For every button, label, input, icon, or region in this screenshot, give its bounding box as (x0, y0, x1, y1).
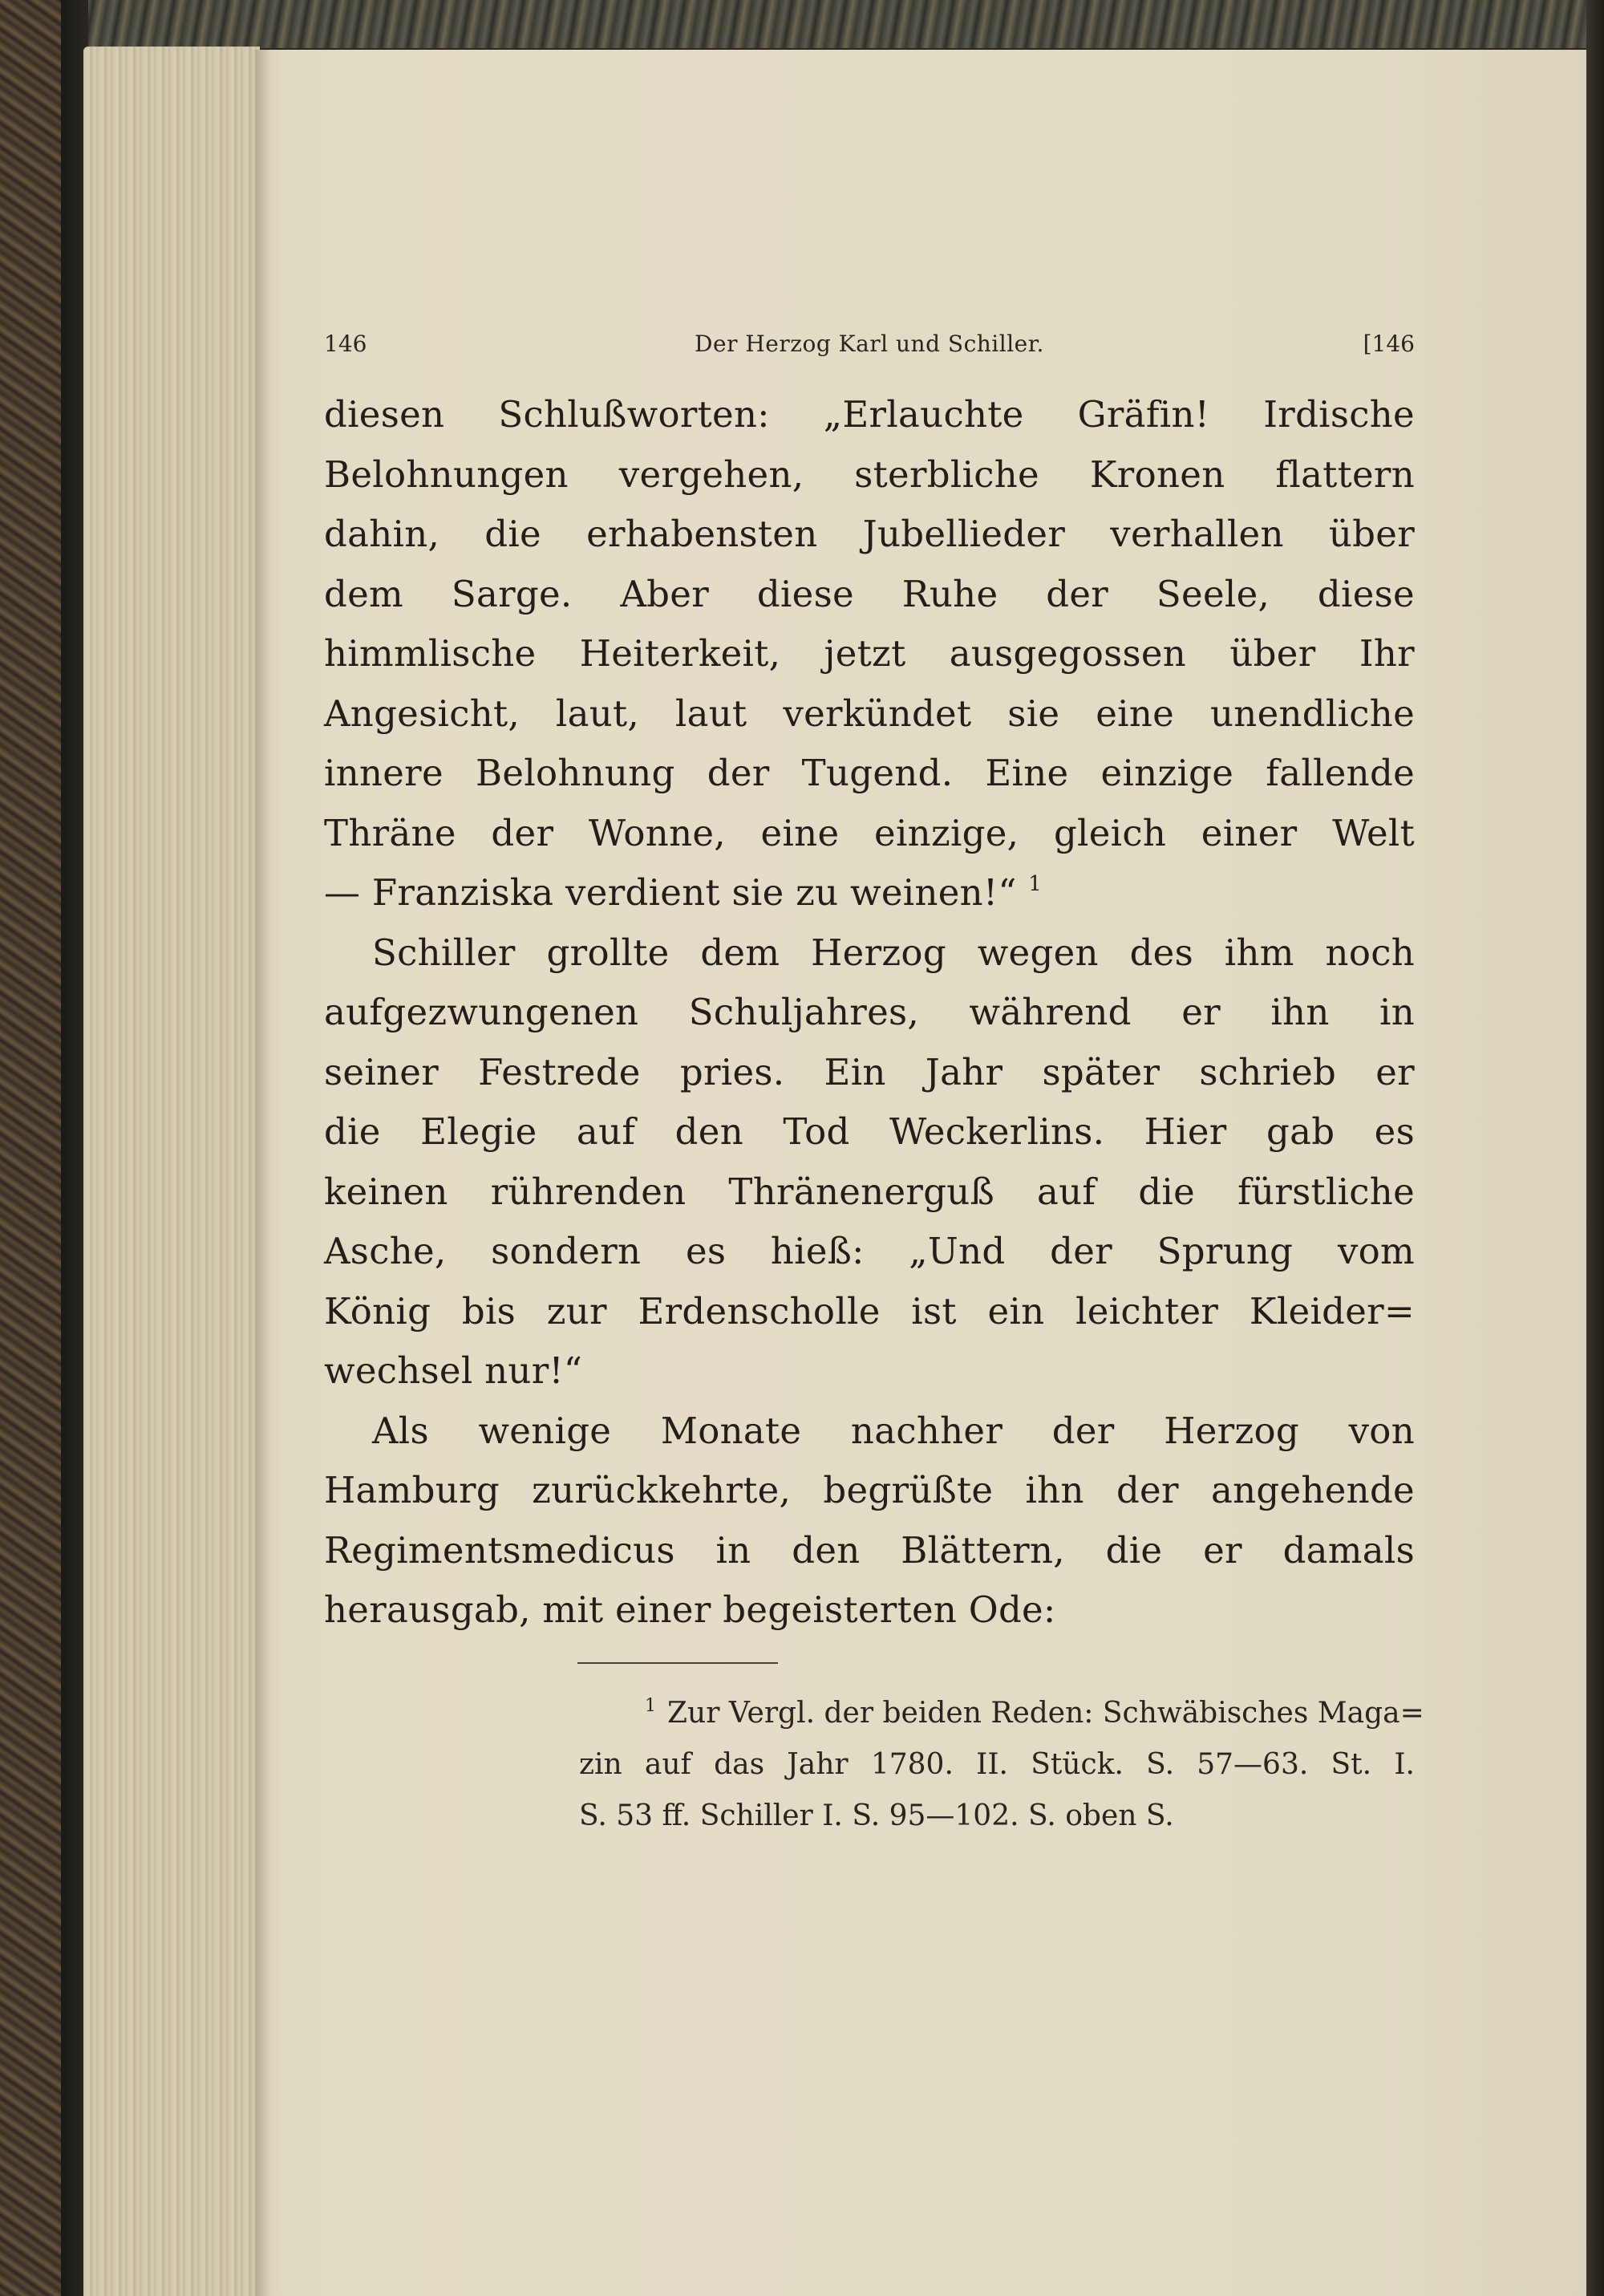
page-block-edges (83, 47, 260, 2296)
body-text (324, 385, 1415, 1641)
text-line: — Franziska verdient sie zu weinen!“ (324, 871, 1017, 914)
book-cover-right-edge (1586, 0, 1604, 2296)
text-line: aufgezwungenen Schuljahres, während er ihn in (324, 991, 1415, 1033)
footnote-marker: 1 (645, 1696, 656, 1716)
text-line: Regimentsmedicus in den Blättern, die er damals (324, 1528, 1415, 1572)
text-line: herausgab, mit einer begeisterten Ode: (324, 1588, 1056, 1631)
text-line: Thräne der Wonne, eine einzige, gleich einer Welt (324, 811, 1415, 854)
text-line: Als wenige Monate nachher der Herzog von (372, 1409, 1415, 1452)
book-cover-top-edge (0, 0, 1604, 48)
text-line-with-footnote (324, 863, 1415, 923)
text-line: keinen rührenden Thränenerguß auf die fürstliche (324, 1170, 1415, 1213)
text-line: Belohnungen vergehen, sterbliche Kronen flattern (324, 452, 1415, 496)
running-title: Der Herzog Karl und Schiller. (695, 331, 1044, 357)
book-cover-left-edge (0, 0, 88, 2296)
text-line: seiner Festrede pries. Ein Jahr später schrieb er (324, 1050, 1415, 1093)
text-line: Schiller grollte dem Herzog wegen des ihm noch (372, 931, 1415, 974)
text-line: dahin, die erhabensten Jubellieder verhallen über (324, 513, 1415, 555)
footnote-reference: 1 (1028, 872, 1043, 896)
text-line: die Elegie auf den Tod Weckerlins. Hier gab es (324, 1110, 1415, 1153)
text-line: Angesicht, laut, laut verkündet sie eine unendliche (324, 692, 1415, 735)
footnote-line: S. 53 ff. Schiller I. S. 95—102. S. oben S. (579, 1799, 1174, 1832)
footnote-divider (577, 1662, 778, 1664)
text-line: dem Sarge. Aber diese Ruhe der Seele, diese (324, 572, 1415, 615)
text-line: Asche, sondern es hieß: „Und der Sprung vom (324, 1230, 1415, 1272)
text-line: innere Belohnung der Tugend. Eine einzige fallende (324, 752, 1415, 794)
text-line: himmlische Heiterkeit, jetzt ausgegossen über Ihr (324, 632, 1415, 675)
footnote (579, 1688, 1424, 1842)
text-line: wechsel nur!“ (324, 1349, 583, 1392)
footnote-line (579, 1688, 1424, 1739)
footnote-text: Zur Vergl. der beiden Reden: Schwäbisches Maga= (667, 1697, 1424, 1730)
page-header (324, 331, 1415, 366)
page-number-right: [146 (1363, 331, 1415, 357)
text-line: König bis zur Erdenscholle ist ein leichter Kleider= (324, 1289, 1415, 1333)
text-line: Hamburg zurückkehrte, begrüßte ihn der angehende (324, 1469, 1415, 1511)
footnote-line: zin auf das Jahr 1780. II. Stück. S. 57—63. St. I. (579, 1748, 1415, 1781)
page-number-left: 146 (324, 331, 367, 357)
text-line: diesen Schlußworten: „Erlauchte Gräfin! Irdische (324, 393, 1415, 436)
